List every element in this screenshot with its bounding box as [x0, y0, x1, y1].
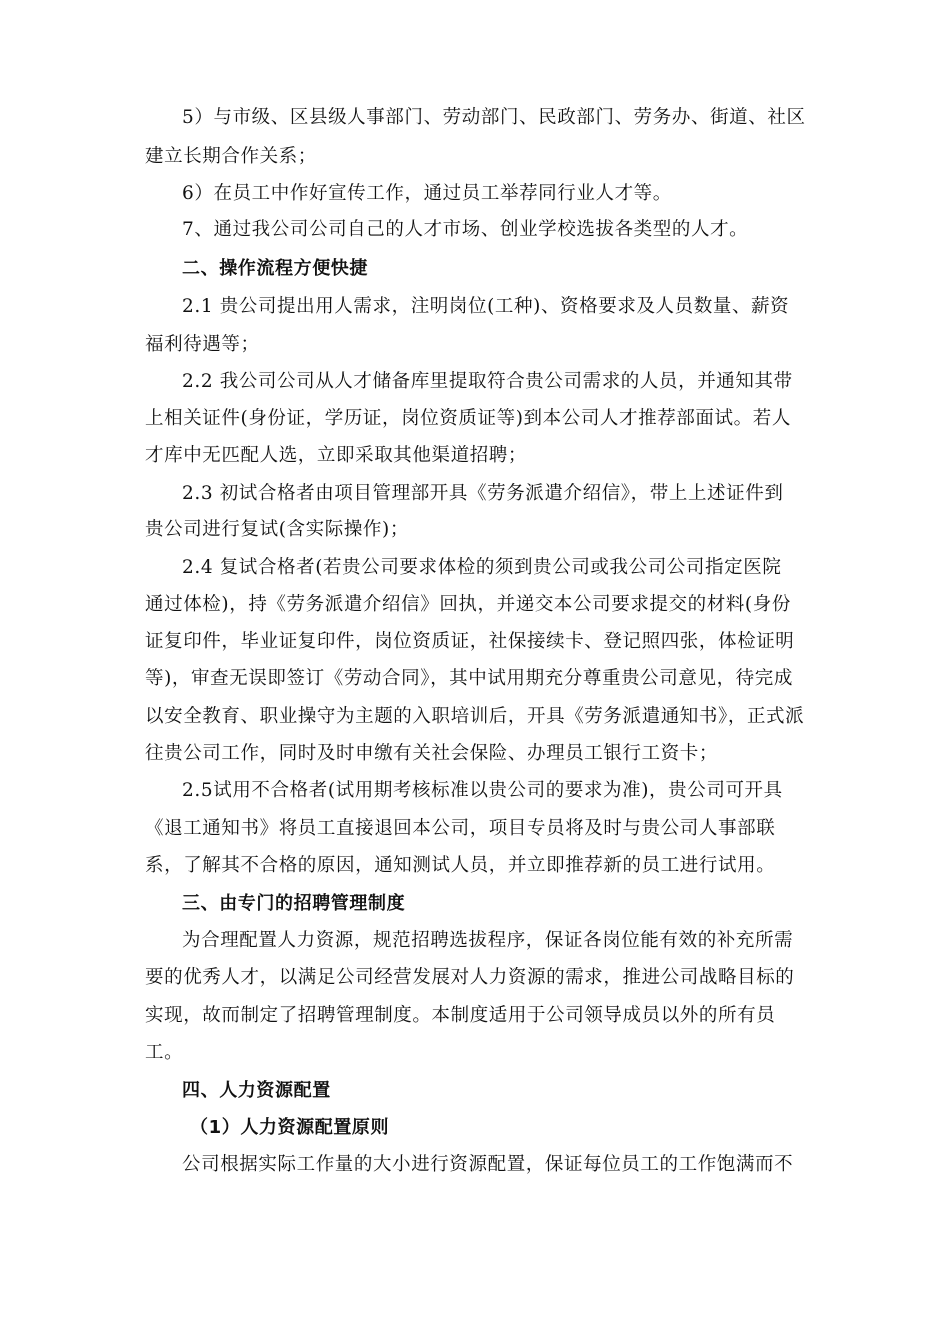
paragraph-line: 上相关证件(身份证，学历证，岗位资质证等)到本公司人才推荐部面试。若人: [145, 408, 791, 429]
paragraph-line: 建立长期合作关系；: [145, 146, 317, 167]
paragraph-line: 6）在员工中作好宣传工作，通过员工举荐同行业人才等。: [182, 183, 672, 204]
paragraph-line: 要的优秀人才，以满足公司经营发展对人力资源的需求，推进公司战略目标的: [145, 967, 795, 988]
paragraph-line: 贵公司进行复试(含实际操作)；: [145, 519, 409, 540]
paragraph-line: 5）与市级、区县级人事部门、劳动部门、民政部门、劳务办、街道、社区: [182, 107, 806, 128]
section-heading: 四、人力资源配置: [182, 1080, 331, 1101]
paragraph-line: 系，了解其不合格的原因，通知测试人员，并立即推荐新的员工进行试用。: [145, 855, 776, 876]
section-heading: 三、由专门的招聘管理制度: [182, 893, 406, 914]
paragraph-line: 工。: [145, 1042, 184, 1063]
paragraph-line: 等)，审查无误即签订《劳动合同》，其中试用期充分尊重贵公司意见，待完成: [145, 668, 793, 689]
paragraph-line: 福利待遇等；: [145, 334, 260, 355]
paragraph-line: 往贵公司工作，同时及时申缴有关社会保险、办理员工银行工资卡；: [145, 743, 719, 764]
paragraph-line: 证复印件，毕业证复印件，岗位资质证，社保接续卡、登记照四张，体检证明: [145, 631, 795, 652]
paragraph-line: 2.2 我公司公司从人才储备库里提取符合贵公司需求的人员，并通知其带: [182, 371, 793, 392]
paragraph-line: 实现，故而制定了招聘管理制度。本制度适用于公司领导成员以外的所有员: [145, 1005, 776, 1026]
subsection-heading: （1）人力资源配置原则: [190, 1117, 390, 1138]
paragraph-line: 7、通过我公司公司自己的人才市场、创业学校选拔各类型的人才。: [182, 219, 749, 240]
paragraph-line: 2.1 贵公司提出用人需求，注明岗位(工种)、资格要求及人员数量、薪资: [182, 296, 790, 317]
section-heading: 二、操作流程方便快捷: [182, 258, 368, 279]
paragraph-line: 2.3 初试合格者由项目管理部开具《劳务派遣介绍信》，带上上述证件到: [182, 483, 784, 504]
paragraph-line: 2.5试用不合格者(试用期考核标准以贵公司的要求为准)，贵公司可开具: [182, 780, 783, 801]
paragraph-line: 公司根据实际工作量的大小进行资源配置，保证每位员工的工作饱满而不: [182, 1154, 794, 1175]
paragraph-line: 为合理配置人力资源，规范招聘选拔程序，保证各岗位能有效的补充所需: [182, 930, 794, 951]
paragraph-line: 以安全教育、职业操守为主题的入职培训后，开具《劳务派遣通知书》，正式派: [145, 706, 805, 727]
paragraph-line: 才库中无匹配人选，立即采取其他渠道招聘；: [145, 445, 528, 466]
paragraph-line: 《退工通知书》将员工直接退回本公司，项目专员将及时与贵公司人事部联: [145, 818, 776, 839]
paragraph-line: 通过体检)，持《劳务派遣介绍信》回执，并递交本公司要求提交的材料(身份: [145, 594, 791, 615]
paragraph-line: 2.4 复试合格者(若贵公司要求体检的须到贵公司或我公司公司指定医院: [182, 557, 782, 578]
